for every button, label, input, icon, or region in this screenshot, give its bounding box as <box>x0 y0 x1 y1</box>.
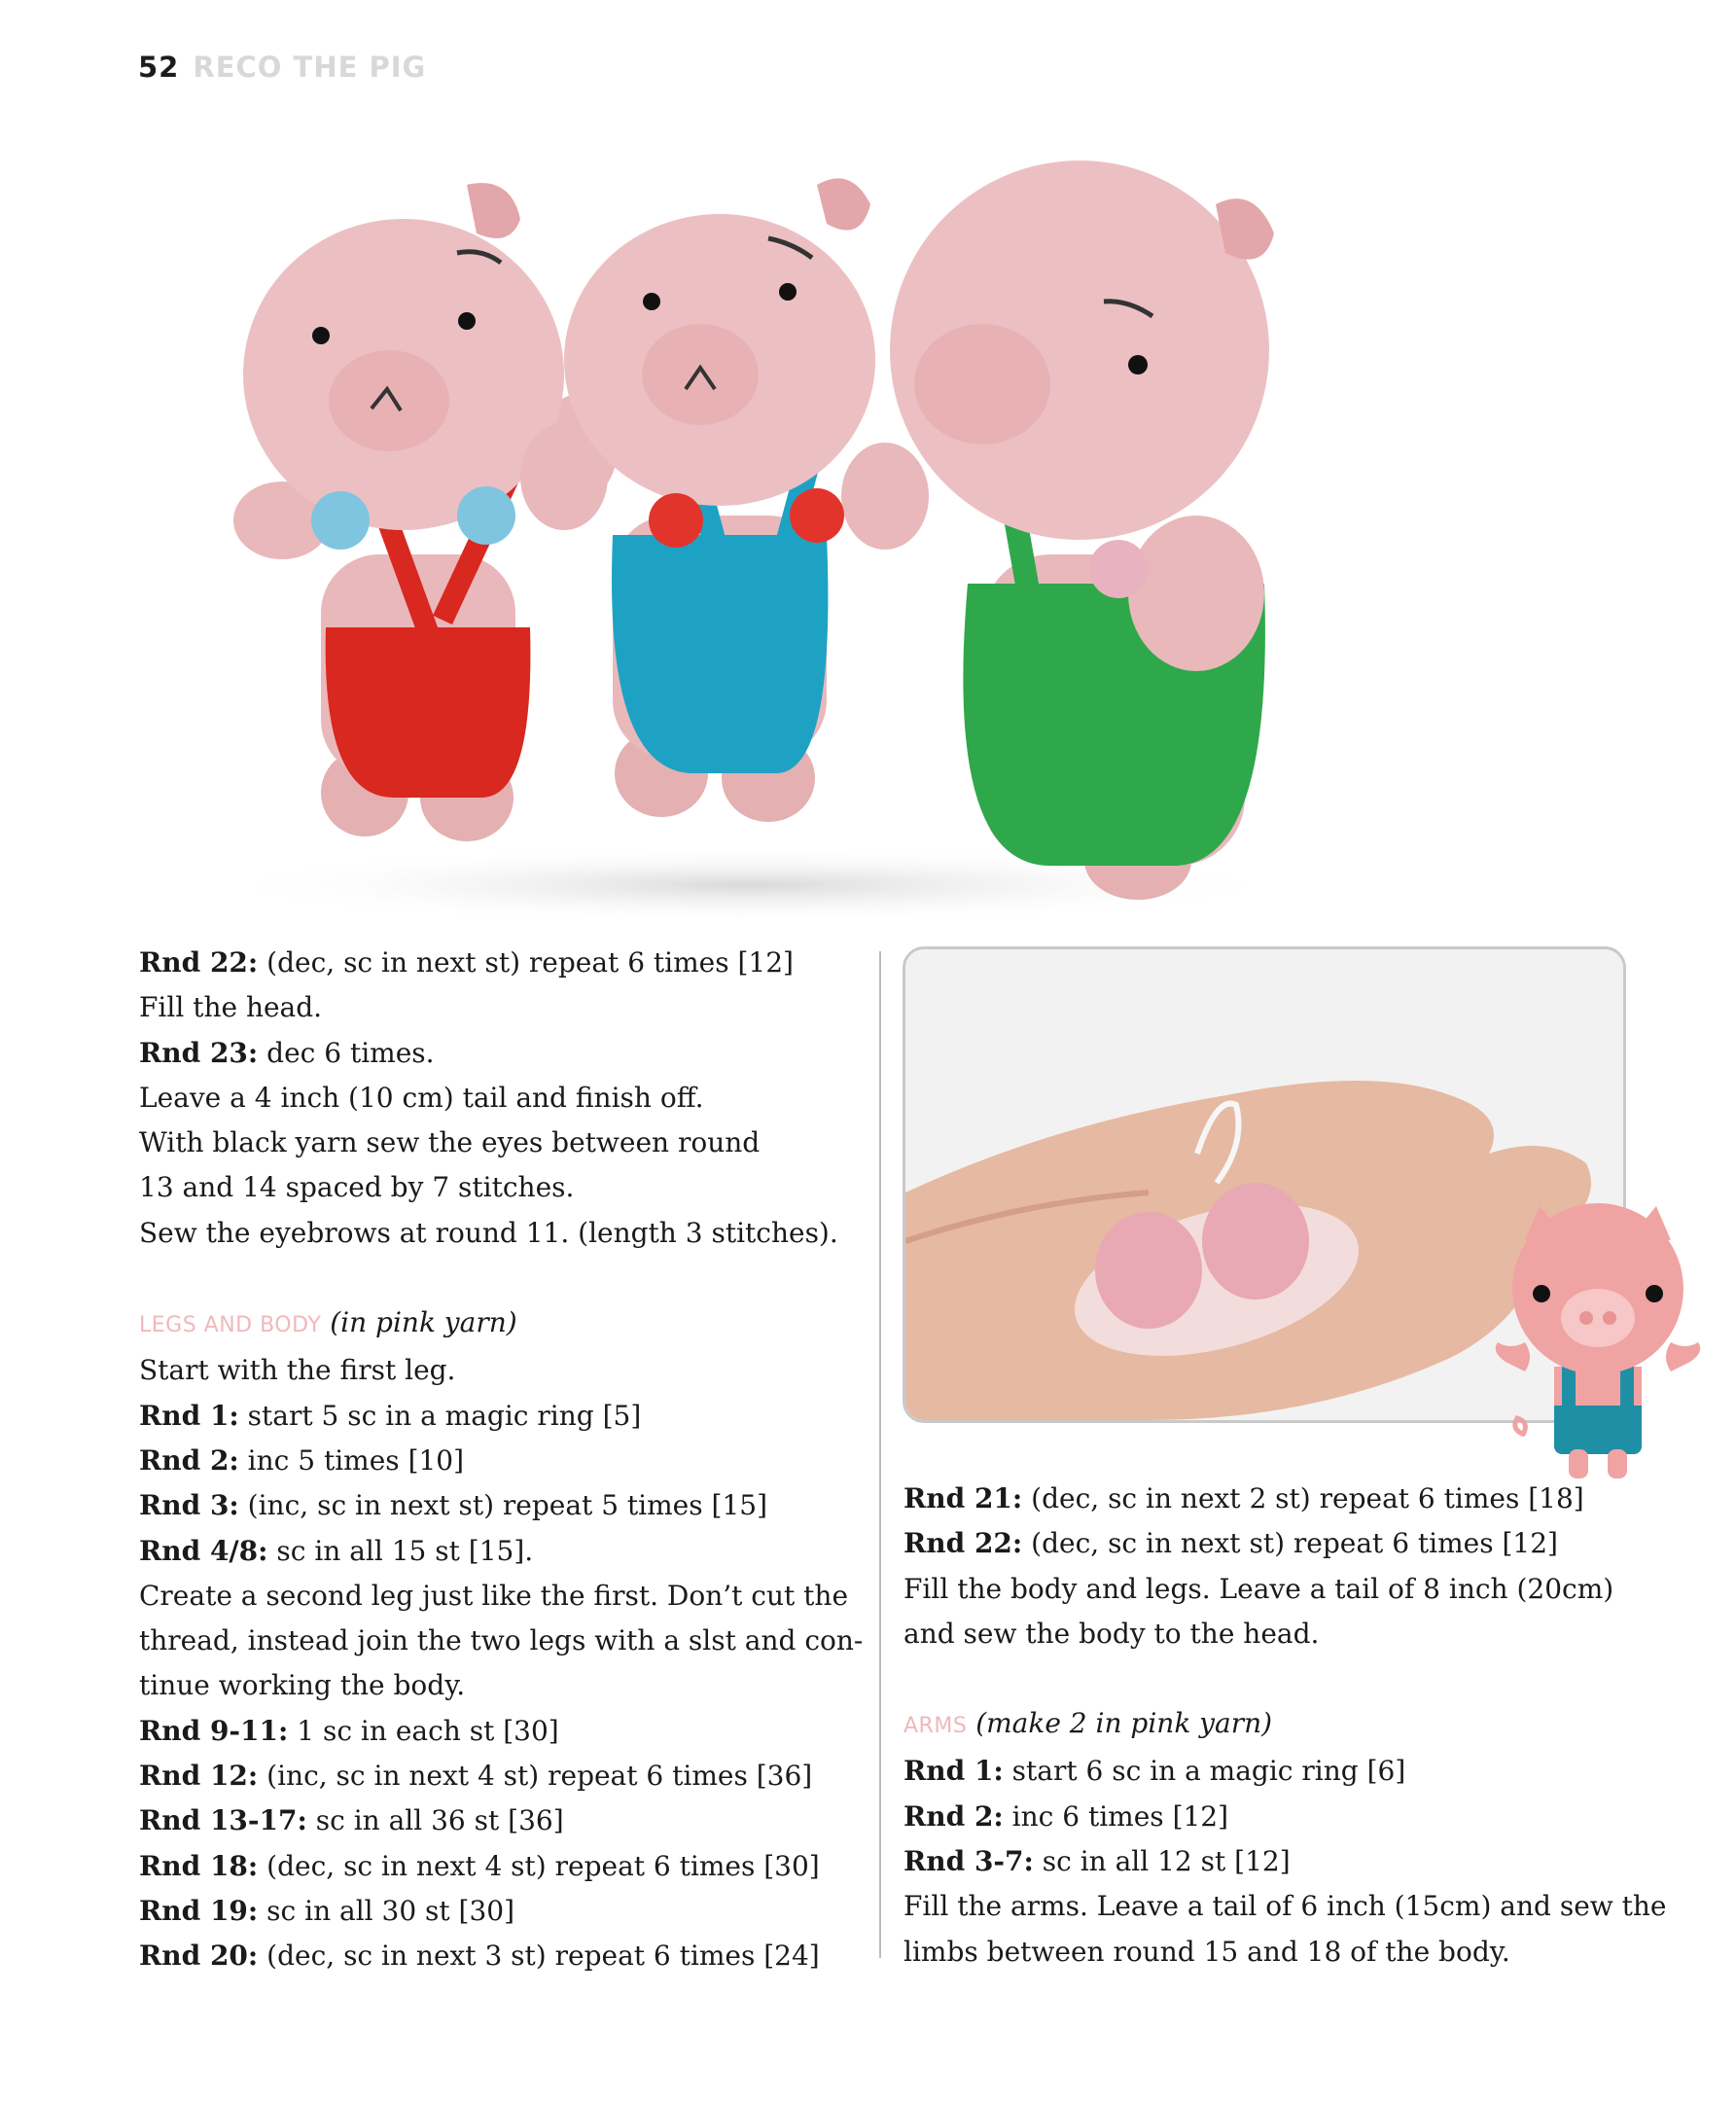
pattern-line: Rnd 22: (dec, sc in next st) repeat 6 times [12] <box>139 946 794 979</box>
pattern-line: Create a second leg just like the first. Don’t cut the <box>139 1579 849 1612</box>
pattern-line: Rnd 9-11: 1 sc in each st [30] <box>139 1714 559 1747</box>
pattern-line: Rnd 23: dec 6 times. <box>139 1036 435 1069</box>
pattern-line: Rnd 13-17: sc in all 36 st [36] <box>139 1804 564 1837</box>
running-title: RECO THE PIG <box>193 51 427 84</box>
page-number: 52 <box>138 51 180 84</box>
pattern-line: Start with the first leg. <box>139 1354 456 1387</box>
pattern-line: Rnd 22: (dec, sc in next st) repeat 6 times [12] <box>903 1527 1558 1560</box>
pattern-line: Rnd 12: (inc, sc in next 4 st) repeat 6 times [36] <box>139 1760 813 1793</box>
three-pigs-photo <box>146 126 1362 924</box>
pattern-line: Rnd 1: start 6 sc in a magic ring [6] <box>903 1755 1406 1788</box>
pattern-line: Leave a 4 inch (10 cm) tail and finish off. <box>139 1081 704 1114</box>
pattern-line: Rnd 19: sc in all 30 st [30] <box>139 1894 515 1927</box>
pattern-line: Sew the eyebrows at round 11. (length 3 stitches). <box>139 1216 838 1249</box>
pattern-line: Fill the head. <box>139 991 323 1024</box>
section-heading-legs-body: LEGS AND BODY (in pink yarn) <box>139 1306 517 1339</box>
pattern-line: limbs between round 15 and 18 of the body. <box>903 1935 1510 1968</box>
pattern-line: Rnd 4/8: sc in all 15 st [15]. <box>139 1534 534 1567</box>
pattern-line: With black yarn sew the eyes between round <box>139 1126 761 1159</box>
pattern-line: Rnd 20: (dec, sc in next 3 st) repeat 6 times [24] <box>139 1940 820 1973</box>
right-column <box>903 1477 1667 1975</box>
pattern-line: Rnd 1: start 5 sc in a magic ring [5] <box>139 1399 642 1432</box>
page-header <box>138 51 426 84</box>
pattern-line: 13 and 14 spaced by 7 stitches. <box>139 1171 575 1204</box>
pig-mascot-icon <box>1486 1196 1710 1488</box>
pattern-line: Rnd 18: (dec, sc in next 4 st) repeat 6 times [30] <box>139 1849 820 1882</box>
pattern-line: thread, instead join the two legs with a slst and con- <box>139 1624 864 1657</box>
pig-green-overalls <box>890 160 1274 900</box>
pattern-line: tinue working the body. <box>139 1669 466 1702</box>
left-column <box>139 941 864 1979</box>
pattern-line: Rnd 21: (dec, sc in next 2 st) repeat 6 times [18] <box>903 1482 1584 1514</box>
pattern-line: Fill the arms. Leave a tail of 6 inch (15cm) and sew the <box>903 1890 1667 1923</box>
pattern-line: Rnd 2: inc 6 times [12] <box>903 1799 1229 1833</box>
pattern-line: Rnd 3-7: sc in all 12 st [12] <box>903 1845 1291 1878</box>
pattern-line: Fill the body and legs. Leave a tail of 8 inch (20cm) <box>903 1572 1614 1605</box>
pattern-line: and sew the body to the head. <box>903 1617 1320 1650</box>
pig-blue-overalls <box>520 178 929 822</box>
section-heading-arms: ARMS (make 2 in pink yarn) <box>903 1707 1273 1740</box>
column-divider <box>879 951 881 1958</box>
pattern-line: Rnd 3: (inc, sc in next st) repeat 5 times [15] <box>139 1489 767 1522</box>
pattern-line: Rnd 2: inc 5 times [10] <box>139 1443 465 1477</box>
